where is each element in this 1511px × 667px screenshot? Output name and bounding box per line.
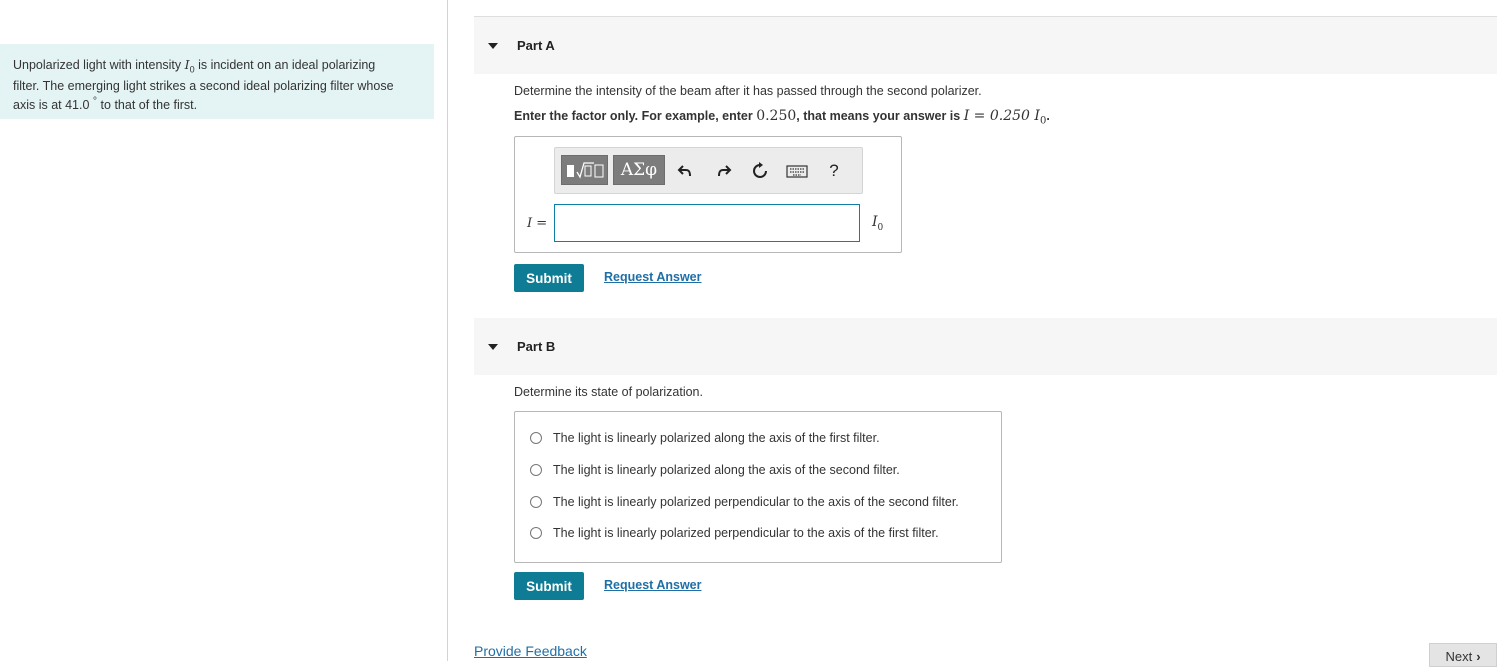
unit-subscript: 0 <box>877 222 884 233</box>
greek-symbols-button[interactable]: ΑΣφ <box>613 155 665 185</box>
option-label: The light is linearly polarized perpendicular to the axis of the second filter. <box>553 495 959 509</box>
part-a-instruction <box>514 108 1050 127</box>
input-label <box>527 215 547 231</box>
part-b-submit-button[interactable]: Submit <box>514 572 584 600</box>
answer-input[interactable] <box>554 204 860 242</box>
instruction-text: , that means your answer is <box>796 109 964 123</box>
option-label: The light is linearly polarized along the axis of the first filter. <box>553 431 880 445</box>
part-a-header[interactable] <box>474 17 1497 74</box>
math-toolbar <box>554 147 863 194</box>
part-b-title: Part B <box>517 339 556 354</box>
example-subscript: 0 <box>1039 115 1047 127</box>
option-label: The light is linearly polarized perpendicular to the axis of the first filter. <box>553 526 939 540</box>
radio-button[interactable] <box>530 432 542 444</box>
problem-text: axis is at 41.0 <box>13 97 93 112</box>
degree-symbol: ° <box>92 95 98 107</box>
radio-button[interactable] <box>530 496 542 508</box>
help-icon[interactable]: ? <box>829 161 839 180</box>
next-button[interactable] <box>1429 643 1497 667</box>
chevron-right-icon: › <box>1476 649 1481 664</box>
example-answer: I = 0.250 I <box>963 108 1040 124</box>
undo-icon[interactable] <box>673 159 697 183</box>
provide-feedback-link[interactable]: Provide Feedback <box>474 643 587 659</box>
collapse-triangle-icon[interactable] <box>488 43 498 49</box>
input-label-text: I = <box>527 216 548 231</box>
part-a-question: Determine the intensity of the beam after it has passed through the second polarizer. <box>514 84 982 98</box>
radio-button[interactable] <box>530 464 542 476</box>
option-1[interactable] <box>530 431 880 445</box>
intensity-subscript: 0 <box>189 64 195 75</box>
part-a-request-answer-link[interactable]: Request Answer <box>604 270 702 284</box>
templates-icon <box>564 159 606 181</box>
next-label: Next <box>1445 649 1473 664</box>
problem-statement <box>0 44 434 119</box>
column-divider <box>447 0 448 661</box>
part-a-submit-button[interactable]: Submit <box>514 264 584 292</box>
instruction-text: . <box>1046 109 1050 123</box>
option-2[interactable] <box>530 463 900 477</box>
redo-icon[interactable] <box>712 159 736 183</box>
reset-icon[interactable] <box>748 159 772 183</box>
problem-text: Unpolarized light with intensity <box>13 58 185 72</box>
answer-unit <box>872 214 883 233</box>
problem-text: to that of the first. <box>97 97 198 112</box>
option-3[interactable] <box>530 495 959 509</box>
option-4[interactable] <box>530 526 939 540</box>
part-b-request-answer-link[interactable]: Request Answer <box>604 578 702 592</box>
problem-text: is incident on an ideal polarizing <box>194 58 376 72</box>
radio-button[interactable] <box>530 527 542 539</box>
keyboard-icon[interactable] <box>785 159 809 183</box>
example-value: 0.250 <box>756 108 797 124</box>
part-b-header[interactable] <box>474 318 1497 375</box>
unit-symbol: I <box>872 214 878 230</box>
option-label: The light is linearly polarized along the axis of the second filter. <box>553 463 900 477</box>
part-b-question: Determine its state of polarization. <box>514 385 703 399</box>
intensity-symbol: I <box>184 57 190 72</box>
templates-button[interactable] <box>561 155 608 185</box>
problem-text: filter. The emerging light strikes a second ideal polarizing filter whose <box>13 78 394 93</box>
collapse-triangle-icon[interactable] <box>488 344 498 350</box>
part-a-title: Part A <box>517 38 555 53</box>
instruction-text: Enter the factor only. For example, enter <box>514 109 757 123</box>
